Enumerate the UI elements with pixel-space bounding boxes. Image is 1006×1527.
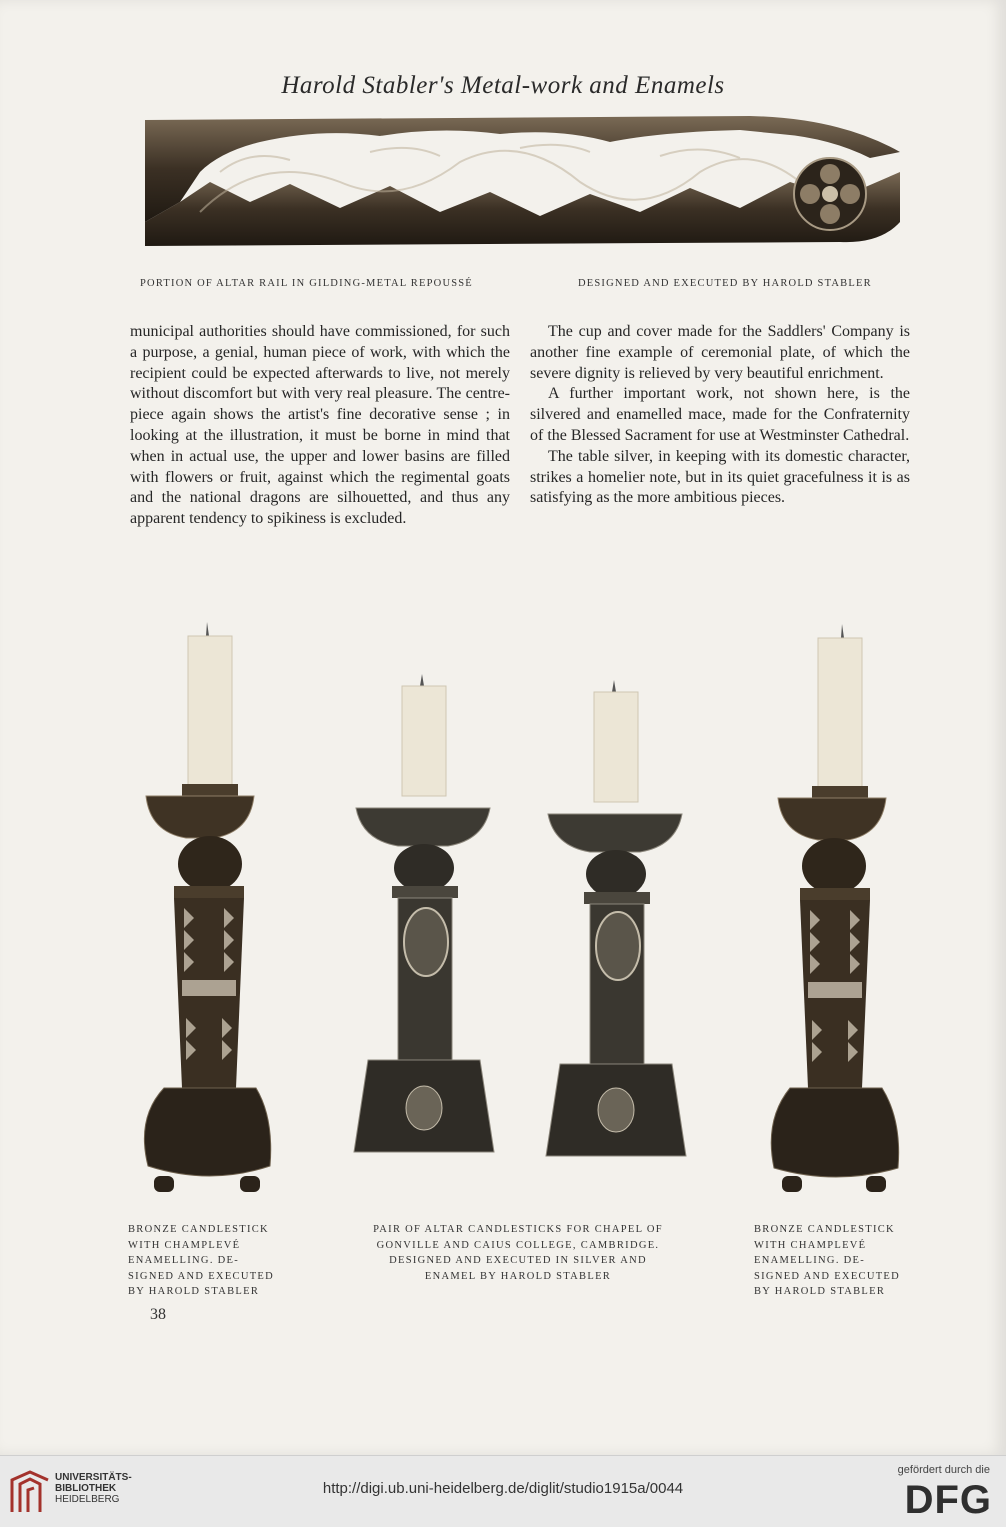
right-paragraph: A further important work, not shown here, is the silvered and enamelled mace, made for the Confraternity of the Blessed Sacrament for use at Westminster Cathedral. bbox=[530, 385, 910, 444]
permalink-url[interactable]: http://digi.ub.uni-heidelberg.de/diglit/studio1915a/0044 bbox=[322, 1480, 684, 1497]
caption-right: BRONZE CANDLESTICK WITH CHAMPLEVÉ ENAMELLING. DE- SIGNED AND EXECUTED BY HAROLD STABLER bbox=[754, 1224, 901, 1297]
running-head: Harold Stabler's Metal-work and Enamels bbox=[281, 72, 725, 99]
frieze-caption-left: PORTION OF ALTAR RAIL IN GILDING-METAL REPOUSSÉ bbox=[140, 278, 473, 289]
page-number: 38 bbox=[150, 1306, 166, 1323]
altar-rail-frieze-image bbox=[140, 112, 908, 257]
silver-candlestick-right-image bbox=[540, 678, 690, 1166]
silver-candlestick-left-image bbox=[348, 672, 498, 1166]
caption-left: BRONZE CANDLESTICK WITH CHAMPLEVÉ ENAMELLING. DE- SIGNED AND EXECUTED BY HAROLD STABLER bbox=[128, 1224, 275, 1297]
dfg-logo: DFG bbox=[904, 1478, 992, 1522]
left-column bbox=[130, 322, 510, 530]
right-column bbox=[530, 322, 910, 509]
right-paragraph: The cup and cover made for the Saddlers' Company is another fine example of ceremonial plate, of which the severe dignity is relieved by very beautiful enrichment. bbox=[530, 323, 910, 382]
digitization-footer bbox=[0, 1455, 1006, 1527]
right-paragraph: The table silver, in keeping with its domestic character, strikes a homelier note, but in its quiet gracefulness it is as satisfying as the more ambitious pieces. bbox=[530, 447, 910, 507]
frieze-caption-right: DESIGNED AND EXECUTED BY HAROLD STABLER bbox=[578, 278, 872, 289]
bronze-candlestick-right-image bbox=[762, 620, 912, 1206]
left-paragraph: municipal authorities should have commissioned, for such a purpose, a genial, human piece of work, with which the recipient could be expected afterwards to live, not merely without discomfort but with very real pleasure. The centre-piece again shows the artist's fine decorative sense ; in looking at the illustration, it must be borne in mind that when in actual use, the upper and lower basins are filled with flowers or fruit, against which the regimental goats and the national dragons are silhouetted, and thus any apparent tendency to spikiness is excluded. bbox=[130, 323, 510, 528]
bronze-candlestick-left-image bbox=[124, 618, 274, 1206]
library-name: UNIVERSITÄTS- BIBLIOTHEK HEIDELBERG bbox=[55, 1472, 132, 1505]
funded-by-label: gefördert durch die bbox=[897, 1464, 990, 1476]
caption-center: PAIR OF ALTAR CANDLESTICKS FOR CHAPEL OF GONVILLE AND CAIUS COLLEGE, CAMBRIDGE. DESIGNED AND EXECUTED IN SILVER AND ENAMEL BY HAROLD STABLER bbox=[373, 1224, 663, 1282]
